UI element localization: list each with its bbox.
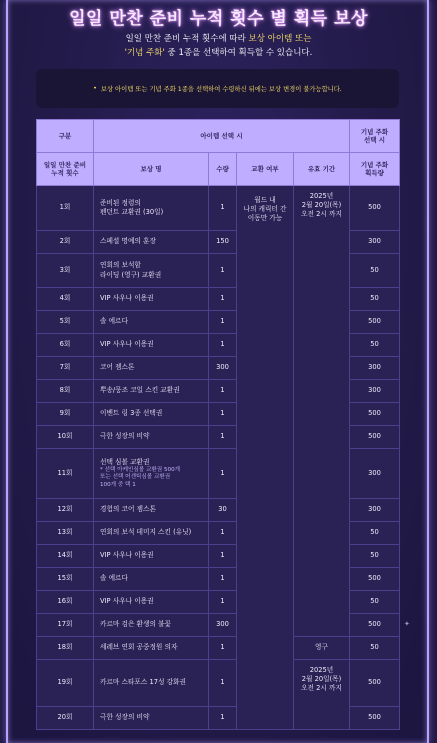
- cell-count: 11회: [37, 449, 94, 499]
- page-title: 일일 만찬 준비 누적 횟수 별 획득 보상: [69, 9, 368, 29]
- cell-period: 2025년 2월 20일(목) 오전 2시 까지: [294, 660, 350, 730]
- cell-reward-name: [94, 186, 209, 231]
- reward-name-text: 스페셜 명예의 훈장: [100, 237, 156, 246]
- cell-reward-name: [94, 357, 209, 380]
- cell-coin: 50: [350, 522, 400, 545]
- cell-reward-name: [94, 614, 209, 637]
- cell-qty: 150: [209, 231, 237, 254]
- table-row: [37, 660, 400, 707]
- cell-count: 13회: [37, 522, 94, 545]
- cell-coin: 300: [350, 380, 400, 403]
- cell-reward-name: [94, 568, 209, 591]
- cell-qty: 1: [209, 545, 237, 568]
- header-period: 유효 기간: [294, 153, 350, 186]
- reward-name-text: 극한 성장의 비약: [100, 713, 150, 722]
- cell-qty: 1: [209, 637, 237, 660]
- cell-qty: 30: [209, 499, 237, 522]
- cell-count: 9회: [37, 403, 94, 426]
- cell-coin: 50: [350, 334, 400, 357]
- cell-qty: 1: [209, 449, 237, 499]
- cell-period: 2025년 2월 20일(목) 오전 2시 까지: [294, 186, 350, 637]
- cell-qty: 1: [209, 380, 237, 403]
- notice-box: [36, 69, 399, 108]
- header-qty: 수량: [209, 153, 237, 186]
- cell-coin: 50: [350, 545, 400, 568]
- reward-name-text: 세레브 연회 공중정원 의자: [100, 643, 178, 652]
- cell-coin: 50: [350, 591, 400, 614]
- header-trade: 교환 여부: [237, 153, 294, 186]
- cell-qty: 1: [209, 254, 237, 288]
- cell-count: 20회: [37, 707, 94, 730]
- cell-count: 16회: [37, 591, 94, 614]
- cell-reward-name: [94, 660, 209, 707]
- cell-qty: 1: [209, 591, 237, 614]
- cell-qty: 300: [209, 614, 237, 637]
- cell-count: 5회: [37, 311, 94, 334]
- reward-note: * 선택 아케인심볼 교환권 500개 또는 선택 어센틱심볼 교환권 100개 중 택 1: [100, 466, 181, 488]
- cell-count: 4회: [37, 288, 94, 311]
- cell-period-permanent: 영구: [294, 637, 350, 660]
- notice-text: 보상 아이템 또는 기념 주화 1종을 선택하여 수령하신 뒤에는 보상 변경이 불가능합니다.: [100, 86, 342, 93]
- cell-qty: 1: [209, 426, 237, 449]
- table-row: [37, 637, 400, 660]
- reward-name-text: 경험의 코어 젬스톤: [100, 505, 156, 514]
- subtitle-line-1: [0, 32, 437, 44]
- cell-qty: 1: [209, 334, 237, 357]
- cell-qty: 1: [209, 288, 237, 311]
- subtitle-highlight: '기념 주화': [124, 48, 165, 58]
- cell-qty: 1: [209, 568, 237, 591]
- cell-qty: 1: [209, 311, 237, 334]
- reward-name-text: VIP 사우나 이용권: [100, 597, 154, 606]
- header-coin-amount: 기념 주화 획득량: [350, 153, 400, 186]
- reward-name-text: 이벤트 링 3종 선택권: [100, 409, 163, 418]
- cell-reward-name: [94, 522, 209, 545]
- cell-count: 12회: [37, 499, 94, 522]
- cell-reward-name: [94, 231, 209, 254]
- subtitle-highlight: 보상 아이템 또는: [248, 34, 312, 44]
- cell-coin: 300: [350, 357, 400, 380]
- reward-name-text: VIP 사우나 이용권: [100, 340, 154, 349]
- cell-coin: 500: [350, 186, 400, 231]
- cell-qty: 1: [209, 522, 237, 545]
- cell-coin: 500: [350, 707, 400, 730]
- header-count: 일일 만찬 준비 누적 횟수: [37, 153, 94, 186]
- cell-count: 14회: [37, 545, 94, 568]
- cell-coin: 50: [350, 637, 400, 660]
- header-reward-name: 보상 명: [94, 153, 209, 186]
- reward-name-text: 카르마 검은 환생의 불꽃: [100, 620, 171, 629]
- cell-reward-name: [94, 311, 209, 334]
- cell-qty: 1: [209, 660, 237, 707]
- cell-coin: 500: [350, 311, 400, 334]
- cell-coin: 50: [350, 288, 400, 311]
- cell-count: 7회: [37, 357, 94, 380]
- table-row: [37, 186, 400, 231]
- cell-coin: 300: [350, 449, 400, 499]
- cell-count: 8회: [37, 380, 94, 403]
- cell-reward-name: [94, 637, 209, 660]
- reward-name-text: 준비된 정령의 펜던트 교환권 (30일): [100, 198, 164, 216]
- reward-name-text: 솔 에르다: [100, 317, 128, 326]
- header-category: 구분: [37, 120, 94, 153]
- cell-coin: 300: [350, 499, 400, 522]
- cell-count: 18회: [37, 637, 94, 660]
- cell-reward-name: [94, 591, 209, 614]
- cell-count: 10회: [37, 426, 94, 449]
- reward-name-text: 연회의 보석 데미지 스킨 (유닛): [100, 528, 192, 537]
- cell-reward-name: [94, 288, 209, 311]
- cell-coin: 50: [350, 254, 400, 288]
- cell-reward-name: [94, 499, 209, 522]
- cell-count: 15회: [37, 568, 94, 591]
- cell-coin: 300: [350, 231, 400, 254]
- reward-name-text: 코어 젬스톤: [100, 363, 135, 372]
- cell-count: 3회: [37, 254, 94, 288]
- cell-reward-name: [94, 380, 209, 403]
- reward-name-text: 뿌송/뭉조 코일 스킨 교환권: [100, 386, 180, 395]
- cell-coin: 500: [350, 403, 400, 426]
- header-item-select: 아이템 선택 시: [94, 120, 350, 153]
- sparkle-icon: ✦: [404, 620, 410, 628]
- reward-name-text: 연회의 보석함 라이딩 (영구) 교환권: [100, 261, 162, 279]
- cell-coin: 500: [350, 568, 400, 591]
- header-coin-select: 기념 주화 선택 시: [350, 120, 400, 153]
- cell-count: 17회: [37, 614, 94, 637]
- cell-qty: 1: [209, 186, 237, 231]
- cell-count: 1회: [37, 186, 94, 231]
- reward-name-text: 카르마 스타포스 17성 강화권: [100, 678, 186, 687]
- reward-name-text: 극한 성장의 비약: [100, 432, 150, 441]
- reward-name-text: 선택 심볼 교환권: [100, 457, 150, 466]
- cell-count: 2회: [37, 231, 94, 254]
- cell-reward-name: [94, 403, 209, 426]
- reward-name-text: VIP 사우나 이용권: [100, 294, 154, 303]
- cell-trade: 월드 내 나의 캐릭터 간 이동만 가능: [237, 186, 294, 730]
- cell-reward-name: [94, 545, 209, 568]
- cell-reward-name: [94, 426, 209, 449]
- subtitle-text: 중 1종을 선택하여 획득할 수 있습니다.: [164, 48, 313, 58]
- subtitle-text: 일일 만찬 준비 누적 횟수에 따라: [125, 34, 249, 44]
- cell-qty: 1: [209, 707, 237, 730]
- notice-bullet: •: [93, 85, 97, 92]
- cell-count: 6회: [37, 334, 94, 357]
- cell-reward-name: [94, 254, 209, 288]
- cell-reward-name: [94, 707, 209, 730]
- cell-qty: 1: [209, 403, 237, 426]
- cell-reward-name: [94, 449, 209, 499]
- reward-table: [36, 119, 400, 730]
- cell-qty: 300: [209, 357, 237, 380]
- cell-coin: 500: [350, 426, 400, 449]
- reward-name-text: 솔 에르다: [100, 574, 128, 583]
- cell-coin: 500: [350, 614, 400, 637]
- subtitle-line-2: [0, 46, 437, 58]
- reward-name-text: VIP 사우나 이용권: [100, 551, 154, 560]
- cell-count: 19회: [37, 660, 94, 707]
- cell-coin: 500: [350, 660, 400, 707]
- cell-reward-name: [94, 334, 209, 357]
